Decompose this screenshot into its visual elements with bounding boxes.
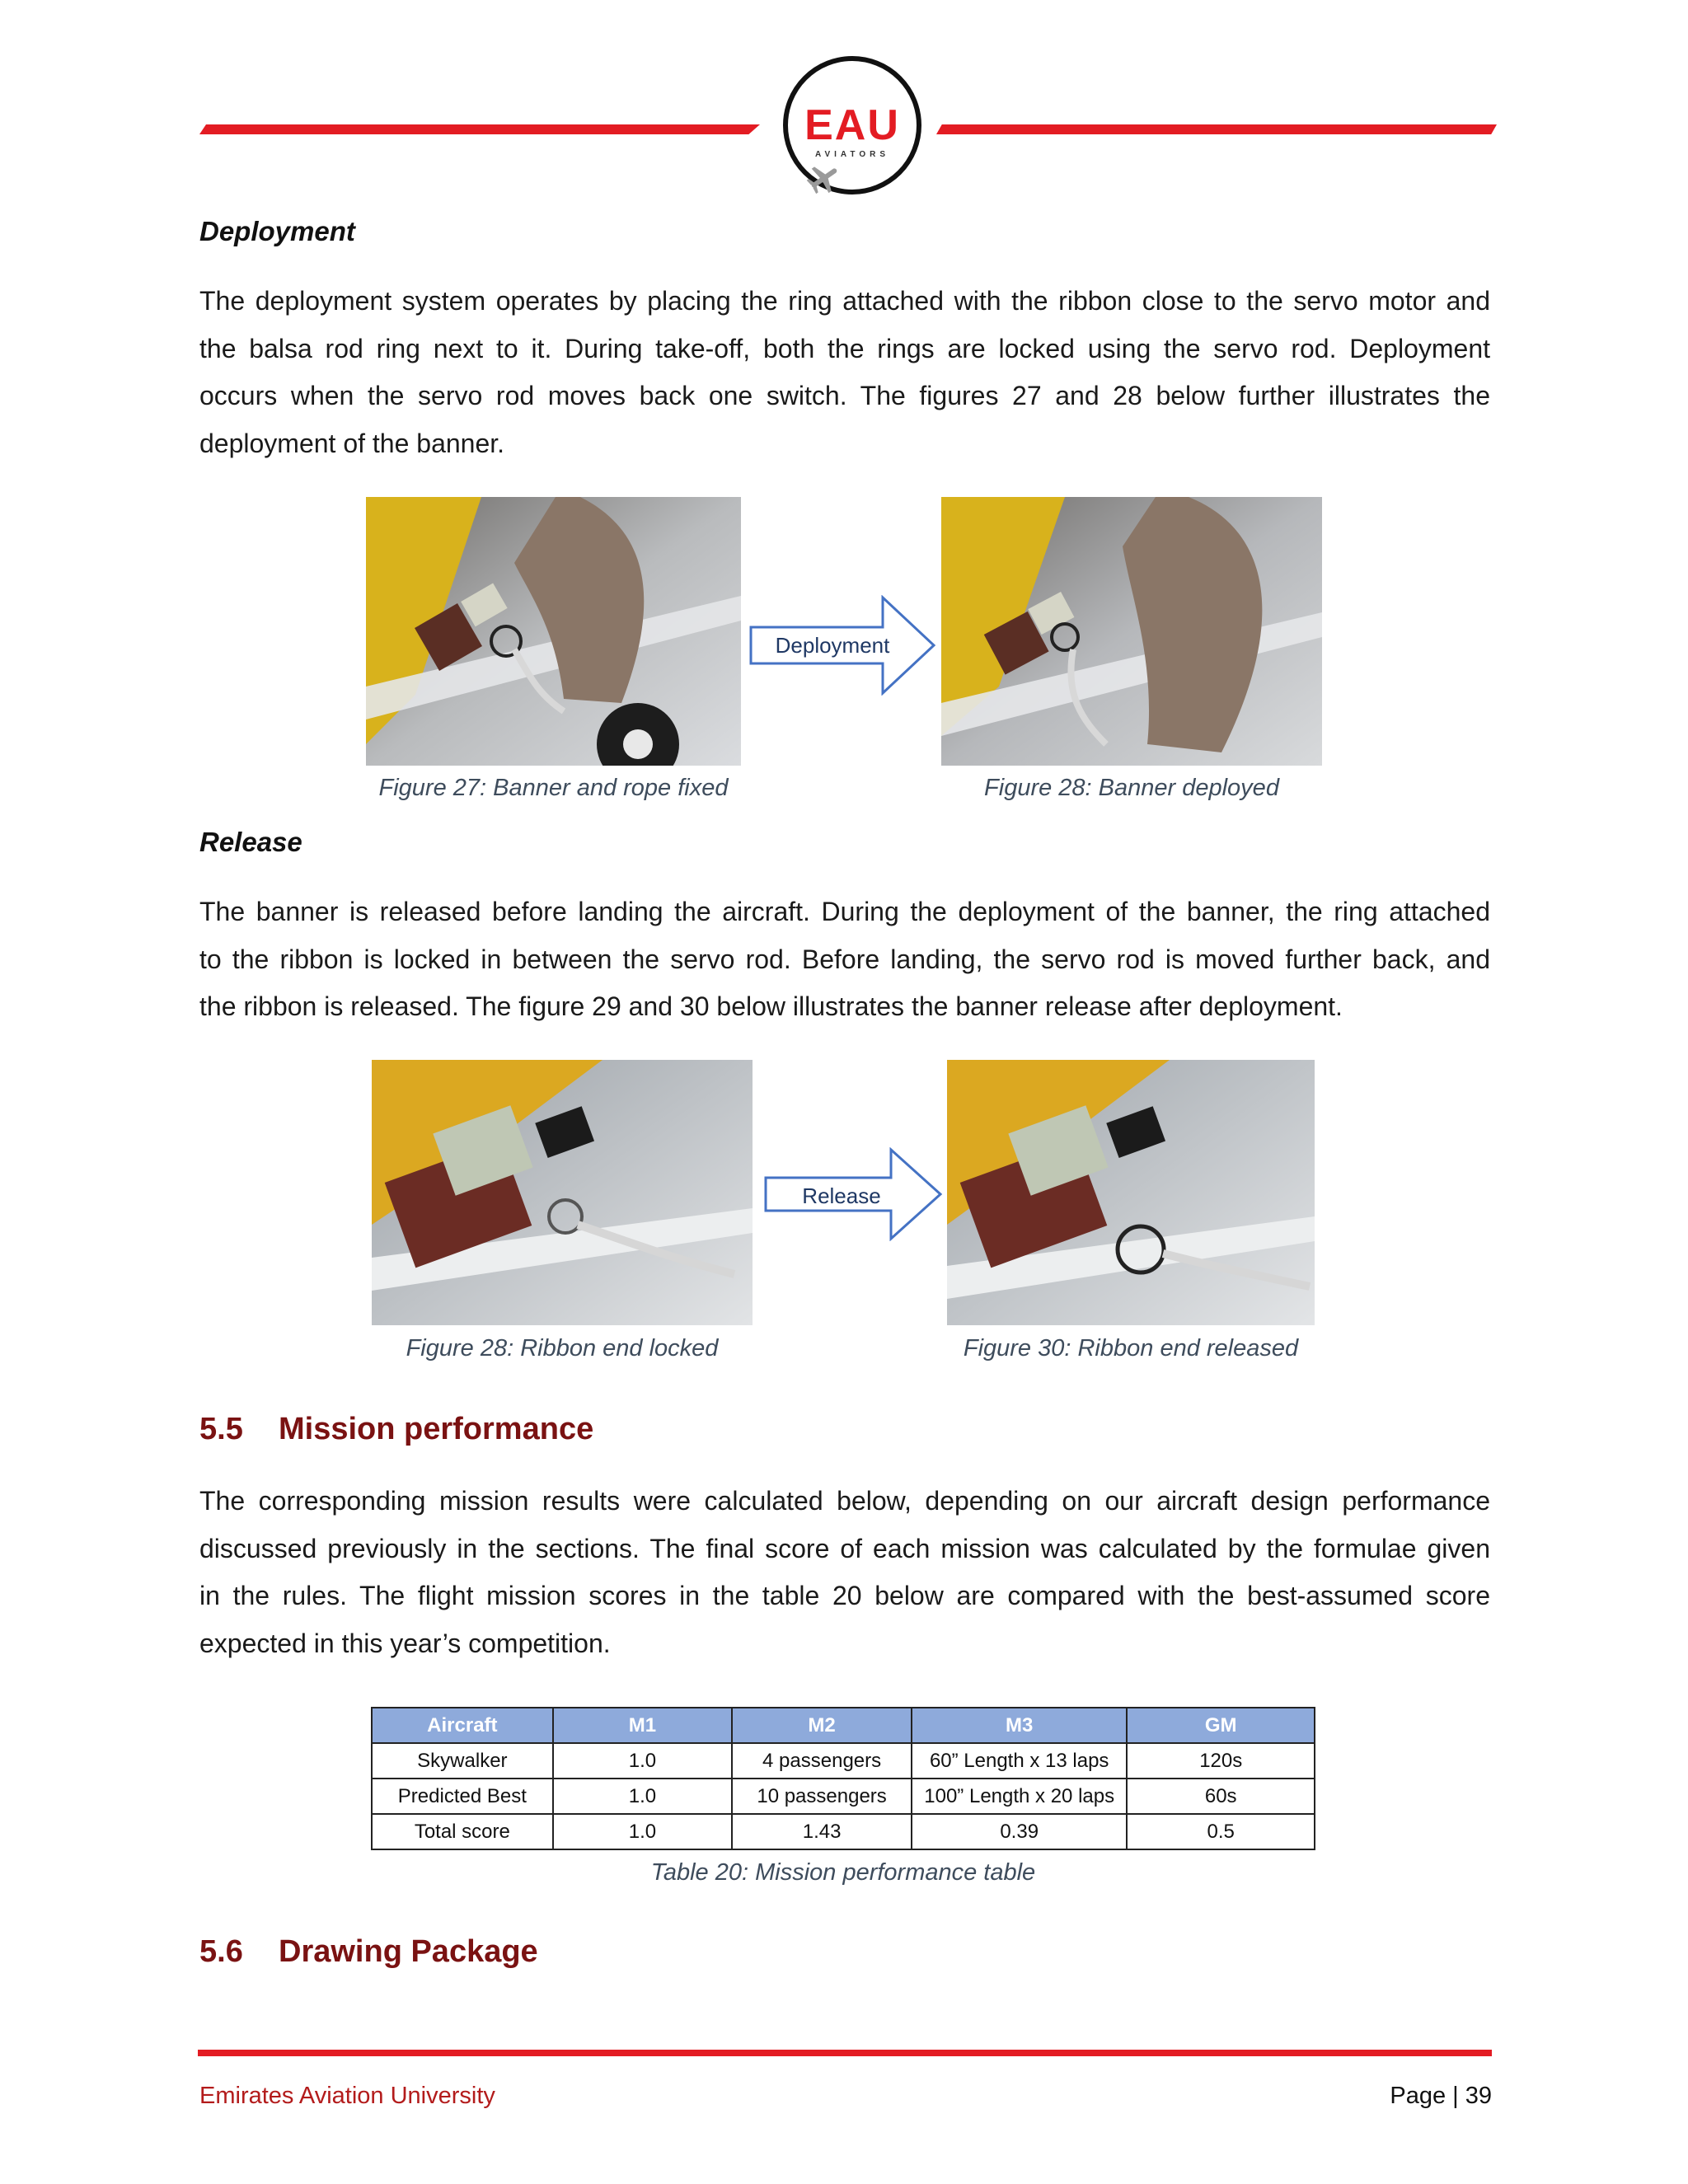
table-cell: 1.0 xyxy=(553,1779,733,1814)
paragraph-line: The deployment system operates by placing the ring attached with the ribbon close to the servo motor and xyxy=(199,286,1490,316)
footer-page-number: Page | 39 xyxy=(1390,2083,1492,2109)
table-header-cell: M1 xyxy=(553,1708,733,1743)
airplane-icon xyxy=(804,158,844,198)
release-arrow-label: Release xyxy=(802,1183,881,1208)
section-number: 5.6 xyxy=(199,1934,243,1969)
table-cell: Predicted Best xyxy=(372,1779,553,1814)
table-cell: Total score xyxy=(372,1814,553,1849)
table-header-cell: GM xyxy=(1127,1708,1315,1743)
table-cell: Skywalker xyxy=(372,1743,553,1779)
deployment-heading: Deployment xyxy=(199,216,355,246)
section-number: 5.5 xyxy=(199,1412,243,1446)
deployment-arrow-label: Deployment xyxy=(775,633,890,658)
figure-27-caption: Figure 27: Banner and rope fixed xyxy=(378,775,729,801)
mission-paragraph xyxy=(199,1478,1490,1667)
header-rule-right xyxy=(936,124,1497,134)
table-cell: 100” Length x 20 laps xyxy=(912,1779,1127,1814)
table-header-row xyxy=(372,1708,1315,1743)
table-row xyxy=(372,1743,1315,1779)
figure-27-photo xyxy=(366,497,741,766)
paragraph-line: The banner is released before landing the aircraft. During the deployment of the banner, the ring attached xyxy=(199,897,1490,926)
release-paragraph xyxy=(199,888,1490,1031)
table-header-cell: M2 xyxy=(732,1708,912,1743)
paragraph-line: deployment of the banner. xyxy=(199,428,505,458)
paragraph-line: discussed previously in the sections. The final score of each mission was calculated by the formulae given xyxy=(199,1533,1490,1563)
paragraph-line: the balsa rod ring next to it. During take-off, both the rings are locked using the servo rod. Deployment xyxy=(199,333,1490,363)
table-cell: 120s xyxy=(1127,1743,1315,1779)
paragraph-line: occurs when the servo rod moves back one switch. The figures 27 and 28 below further illustrates the xyxy=(199,381,1490,410)
figure-28-caption: Figure 28: Banner deployed xyxy=(984,775,1279,801)
footer-rule xyxy=(198,2050,1492,2056)
paragraph-line: expected in this year’s competition. xyxy=(199,1628,611,1658)
table-row xyxy=(372,1814,1315,1849)
figure-30-caption: Figure 30: Ribbon end released xyxy=(963,1335,1299,1361)
footer-university-name: Emirates Aviation University xyxy=(199,2083,495,2109)
table-20-caption: Table 20: Mission performance table xyxy=(650,1859,1036,1886)
section-title: Mission performance xyxy=(279,1412,594,1446)
deployment-paragraph xyxy=(199,278,1490,467)
section-heading-drawing-package xyxy=(199,1934,538,1970)
paragraph-line: The corresponding mission results were calculated below, depending on our aircraft design performance xyxy=(199,1486,1490,1516)
table-cell: 1.0 xyxy=(553,1814,733,1849)
table-header-cell: M3 xyxy=(912,1708,1127,1743)
figure-29-caption: Figure 28: Ribbon end locked xyxy=(406,1335,719,1361)
section-heading-mission-performance xyxy=(199,1412,593,1447)
table-cell: 1.0 xyxy=(553,1743,733,1779)
table-cell: 4 passengers xyxy=(732,1743,912,1779)
figure-29-photo xyxy=(372,1060,753,1325)
release-heading: Release xyxy=(199,827,302,857)
table-cell: 60” Length x 13 laps xyxy=(912,1743,1127,1779)
figure-28-photo xyxy=(941,497,1322,766)
table-row xyxy=(372,1779,1315,1814)
table-cell: 60s xyxy=(1127,1779,1315,1814)
paragraph-line: the ribbon is released. The figure 29 and 30 below illustrates the banner release after deployment. xyxy=(199,991,1343,1021)
table-cell: 0.5 xyxy=(1127,1814,1315,1849)
paragraph-line: to the ribbon is locked in between the servo rod. Before landing, the servo rod is moved further back, and xyxy=(199,944,1490,974)
eau-logo xyxy=(783,56,921,194)
table-cell: 1.43 xyxy=(732,1814,912,1849)
header-rule-left xyxy=(199,124,760,134)
table-cell: 10 passengers xyxy=(732,1779,912,1814)
table-cell: 0.39 xyxy=(912,1814,1127,1849)
logo-text: EAU xyxy=(804,101,900,149)
table-header-cell: Aircraft xyxy=(372,1708,553,1743)
section-title: Drawing Package xyxy=(279,1934,538,1969)
paragraph-line: in the rules. The flight mission scores in the table 20 below are compared with the best-assumed score xyxy=(199,1581,1490,1610)
figure-30-photo xyxy=(947,1060,1315,1325)
logo-subtext: AVIATORS xyxy=(814,150,889,159)
mission-performance-table xyxy=(371,1707,1315,1850)
